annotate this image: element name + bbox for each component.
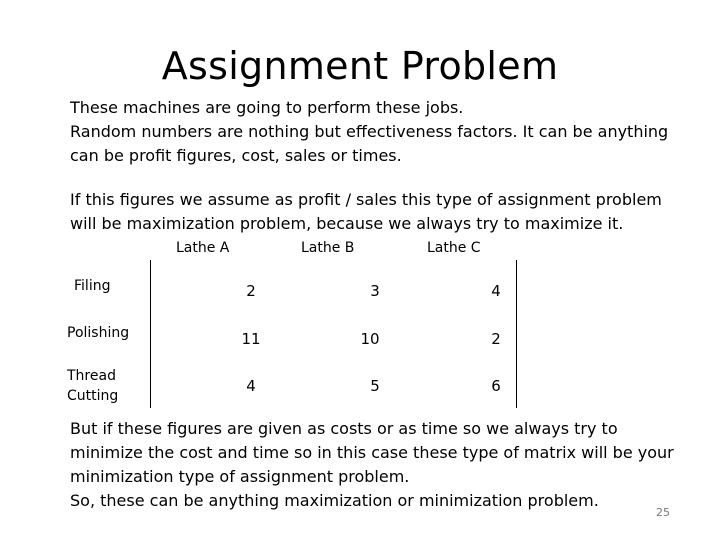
matrix-cell: 5 xyxy=(370,377,380,395)
matrix-cell: 4 xyxy=(491,282,501,300)
maximization-paragraph xyxy=(70,188,710,236)
intro-paragraph xyxy=(70,96,710,168)
row-header-filing: Filing xyxy=(74,278,111,294)
minimization-line: minimization type of assignment problem. xyxy=(70,467,410,486)
slide-title: Assignment Problem xyxy=(161,44,559,88)
row-header-line: Cutting xyxy=(67,388,119,404)
matrix-cell: 4 xyxy=(246,377,256,395)
matrix-cell: 2 xyxy=(246,282,256,300)
intro-line: These machines are going to perform these jobs. xyxy=(70,98,464,117)
intro-line: Random numbers are nothing but effectiveness factors. It can be anything xyxy=(70,122,669,141)
minimization-line: But if these figures are given as costs or as time so we always try to xyxy=(70,419,618,438)
column-header-lathe-a: Lathe A xyxy=(176,240,230,256)
matrix-cell: 2 xyxy=(491,330,501,348)
intro-line: can be profit figures, cost, sales or times. xyxy=(70,146,402,165)
matrix-cell: 11 xyxy=(241,330,261,348)
minimization-line: minimize the cost and time so in this case these type of matrix will be your xyxy=(70,443,674,462)
matrix-cell: 10 xyxy=(360,330,380,348)
maximization-line: will be maximization problem, because we always try to maximize it. xyxy=(70,214,624,233)
column-header-lathe-c: Lathe C xyxy=(427,240,481,256)
row-header-line: Thread xyxy=(67,368,116,384)
page-number: 25 xyxy=(656,506,670,519)
row-header-polishing: Polishing xyxy=(67,325,130,341)
matrix-cell: 6 xyxy=(491,377,501,395)
column-header-lathe-b: Lathe B xyxy=(301,240,355,256)
matrix-cell: 3 xyxy=(370,282,380,300)
row-header-thread-cutting xyxy=(67,366,118,406)
assignment-matrix xyxy=(150,260,517,408)
maximization-line: If this figures we assume as profit / sales this type of assignment problem xyxy=(70,190,662,209)
minimization-paragraph xyxy=(70,417,710,513)
minimization-line: So, these can be anything maximization or minimization problem. xyxy=(70,491,599,510)
